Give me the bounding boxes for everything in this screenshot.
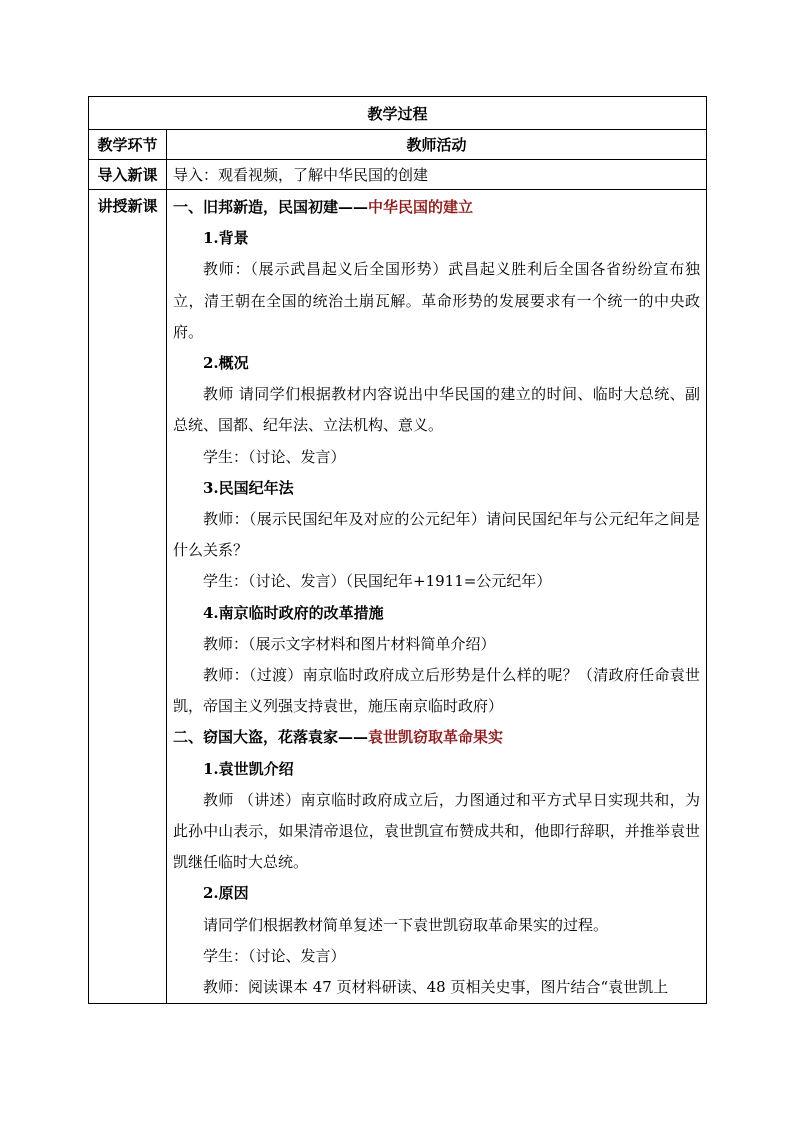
section-heading-2	[173, 722, 700, 753]
paragraph-student-2: 学生：（讨论、发言）（民国纪年+1911=公元纪年）	[203, 572, 552, 591]
header-activity: 教师活动	[167, 130, 707, 160]
paragraph-overview: 教师 请同学们根据教材内容说出中华民国的建立的时间、临时大总统、副总统、国都、纪年法、立法机构、意义。	[173, 385, 701, 435]
paragraph-background: 教师：（展示武昌起义后全国形势）武昌起义胜利后全国各省纷纷宣布独立，清王朝在全国的统治土崩瓦解。革命形势的发展要求有一个统一的中央政府。	[173, 260, 701, 341]
section-2-highlight: 袁世凯窃取革命果实	[368, 728, 504, 747]
main-row	[89, 190, 707, 1004]
paragraph-student-1: 学生：（讨论、发言）	[203, 447, 346, 466]
table-title: 教学过程	[89, 97, 707, 130]
subheading-overview: 2.概况	[203, 354, 249, 373]
paragraph-reforms: 教师：（展示文字材料和图片材料简单介绍）	[203, 634, 496, 653]
section-1-prefix: 一、旧邦新造，民国初建——	[173, 198, 369, 216]
subheading-reason: 2.原因	[203, 884, 249, 903]
paragraph-transition: 教师：（过渡）南京临时政府成立后形势是什么样的呢？（清政府任命袁世凯，帝国主义列强支持袁世，施压南京临时政府）	[173, 666, 701, 716]
section-1-highlight: 中华民国的建立	[368, 198, 474, 216]
main-content-cell	[167, 190, 707, 1004]
paragraph-yuan-intro: 教师 （讲述）南京临时政府成立后，力图通过和平方式早日实现共和，为此孙中山表示，如果清帝退位，袁世凯宣布赞成共和，他即行辞职，并推举袁世凯继任临时大总统。	[173, 790, 701, 872]
paragraph-calendar: 教师：（展示民国纪年及对应的公元纪年）请问民国纪年与公元纪年之间是什么关系？	[173, 510, 701, 560]
subheading-background: 1.背景	[203, 229, 249, 248]
paragraph-reason: 请同学们根据教材简单复述一下袁世凯窃取革命果实的过程。	[203, 915, 609, 934]
paragraph-reading: 教师：阅读课本 47 页材料研读、48 页相关史事，图片结合“袁世凯上	[203, 978, 669, 997]
table-header-row	[89, 130, 707, 160]
subheading-reforms: 4.南京临时政府的改革措施	[203, 603, 384, 622]
intro-row	[89, 160, 707, 190]
main-stage: 讲授新课	[89, 190, 167, 1004]
table-title-row	[89, 97, 707, 130]
intro-stage: 导入新课	[89, 160, 167, 190]
section-heading-1	[173, 192, 700, 223]
header-stage: 教学环节	[89, 130, 167, 160]
section-2-prefix: 二、窃国大盗，花落袁家——	[173, 728, 369, 747]
main-content	[167, 190, 706, 1003]
intro-text: 导入：观看视频，了解中华民国的创建	[167, 160, 707, 190]
subheading-calendar: 3.民国纪年法	[203, 478, 294, 497]
subheading-yuan-intro: 1.袁世凯介绍	[203, 759, 294, 778]
paragraph-student-3: 学生：（讨论、发言）	[203, 946, 346, 965]
teaching-process-table	[88, 96, 707, 1004]
